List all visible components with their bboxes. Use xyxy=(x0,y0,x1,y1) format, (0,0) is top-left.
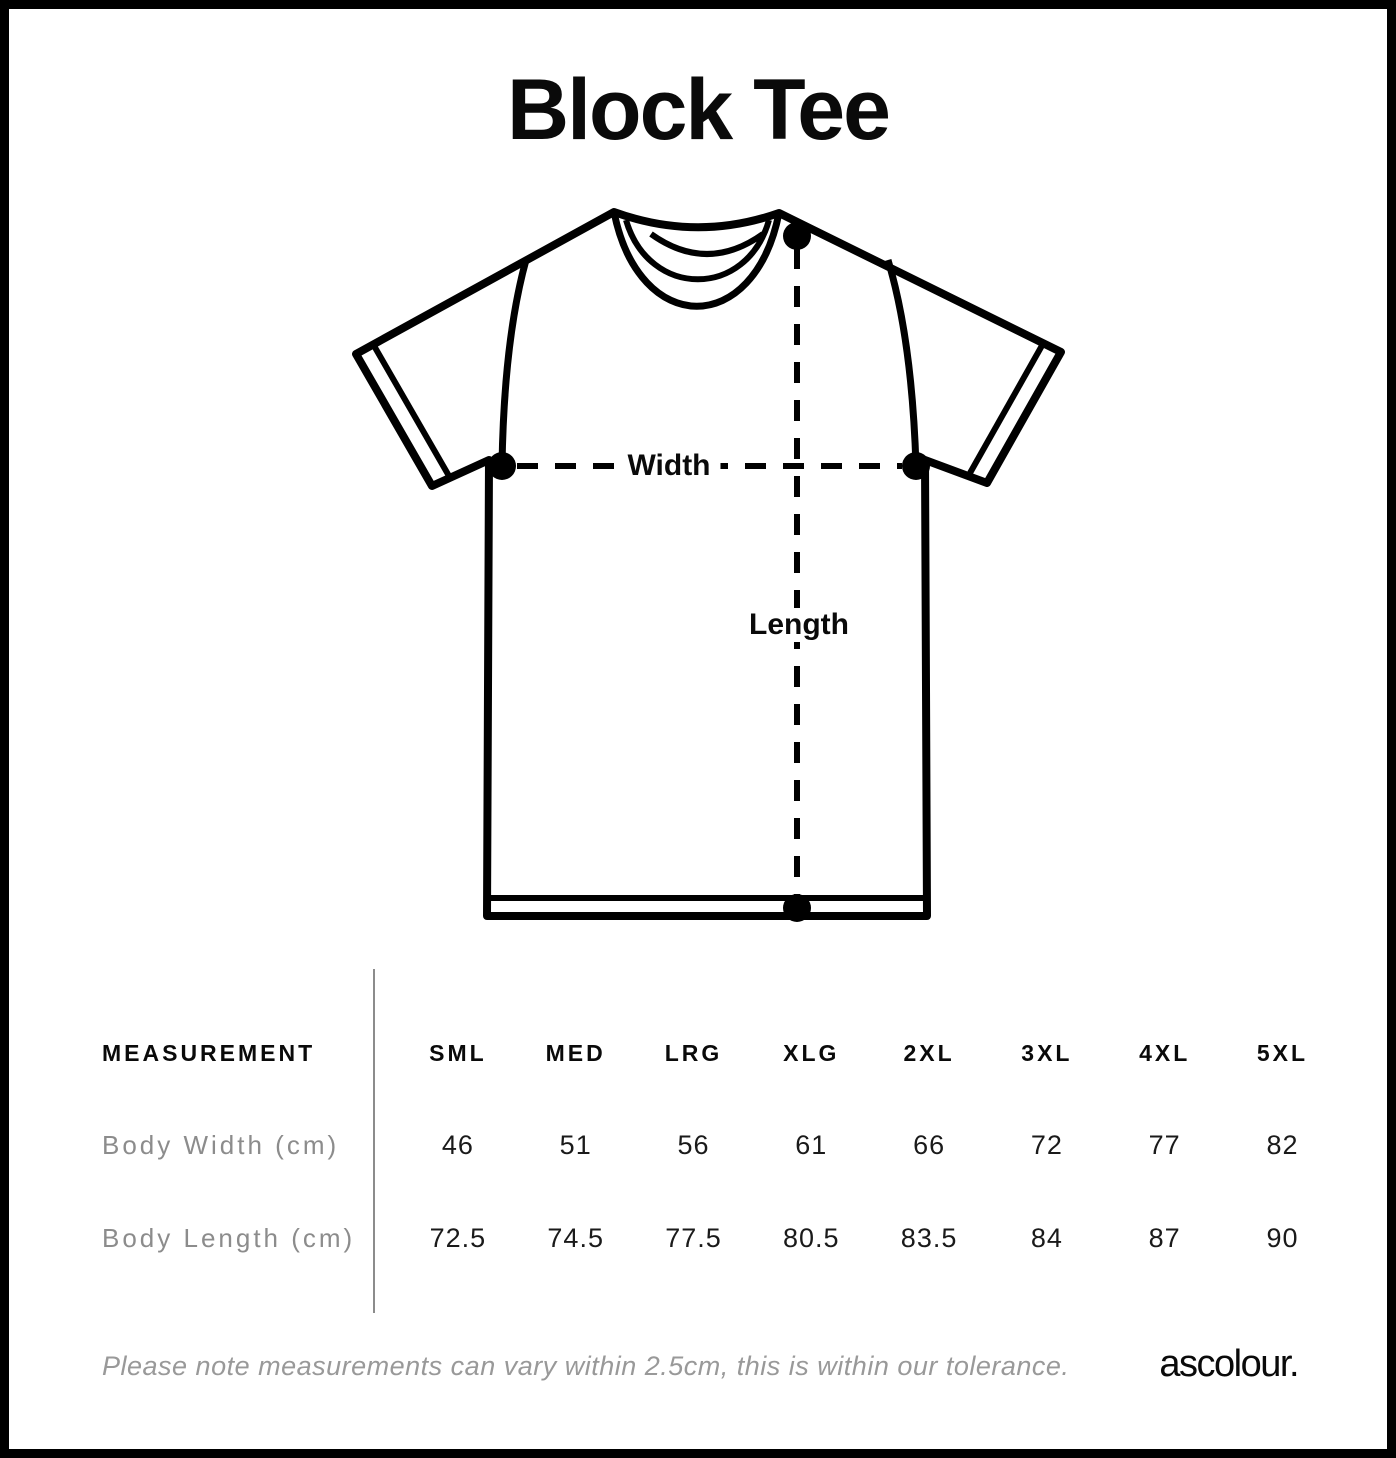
size-header-5xl: 5XL xyxy=(1256,1039,1309,1066)
right-armpit-dot xyxy=(902,452,930,480)
left-armpit-dot xyxy=(488,452,516,480)
body-width-med: 51 xyxy=(559,1129,592,1160)
size-header-4xl: 4XL xyxy=(1139,1039,1191,1066)
size-header-3xl: 3XL xyxy=(1021,1039,1073,1066)
neck-point-dot xyxy=(783,222,811,250)
body-length-5xl: 90 xyxy=(1266,1222,1299,1253)
size-header-sml: SML xyxy=(429,1039,487,1066)
body-width-5xl: 82 xyxy=(1266,1129,1299,1160)
page-title: Block Tee xyxy=(507,62,889,158)
tshirt-outline xyxy=(356,212,1061,916)
body-length-sml: 72.5 xyxy=(429,1222,487,1253)
body-width-2xl: 66 xyxy=(913,1129,946,1160)
size-header-xlg: XLG xyxy=(783,1039,840,1066)
tshirt-diagram xyxy=(339,194,1079,939)
length-measure-label: Length xyxy=(739,608,859,642)
body-width-4xl: 77 xyxy=(1148,1129,1181,1160)
body-width-xlg: 61 xyxy=(795,1129,828,1160)
width-measure-label: Width xyxy=(617,449,720,483)
body-length-med: 74.5 xyxy=(547,1222,604,1253)
size-header-lrg: LRG xyxy=(664,1039,723,1066)
body-width-row xyxy=(9,1125,1396,1165)
body-length-3xl: 84 xyxy=(1030,1222,1063,1253)
body-length-label: Body Length (cm) xyxy=(102,1222,356,1253)
tolerance-note: Please note measurements can vary within 2.5cm, this is within our tolerance. xyxy=(102,1351,1070,1381)
body-length-2xl: 83.5 xyxy=(900,1222,958,1253)
size-header-med: MED xyxy=(545,1039,606,1066)
table-header-row xyxy=(9,1033,1396,1073)
hem-point-dot xyxy=(783,894,811,922)
body-width-3xl: 72 xyxy=(1030,1129,1063,1160)
body-length-row xyxy=(9,1218,1396,1258)
body-width-lrg: 56 xyxy=(677,1129,710,1160)
brand-logo: ascolour. xyxy=(1159,1343,1298,1385)
body-length-4xl: 87 xyxy=(1148,1222,1181,1253)
measurement-header: MEASUREMENT xyxy=(102,1039,316,1066)
body-width-label: Body Width (cm) xyxy=(102,1129,340,1160)
size-header-2xl: 2XL xyxy=(903,1039,955,1066)
body-length-xlg: 80.5 xyxy=(783,1222,840,1253)
body-length-lrg: 77.5 xyxy=(665,1222,722,1253)
body-width-sml: 46 xyxy=(441,1129,474,1160)
